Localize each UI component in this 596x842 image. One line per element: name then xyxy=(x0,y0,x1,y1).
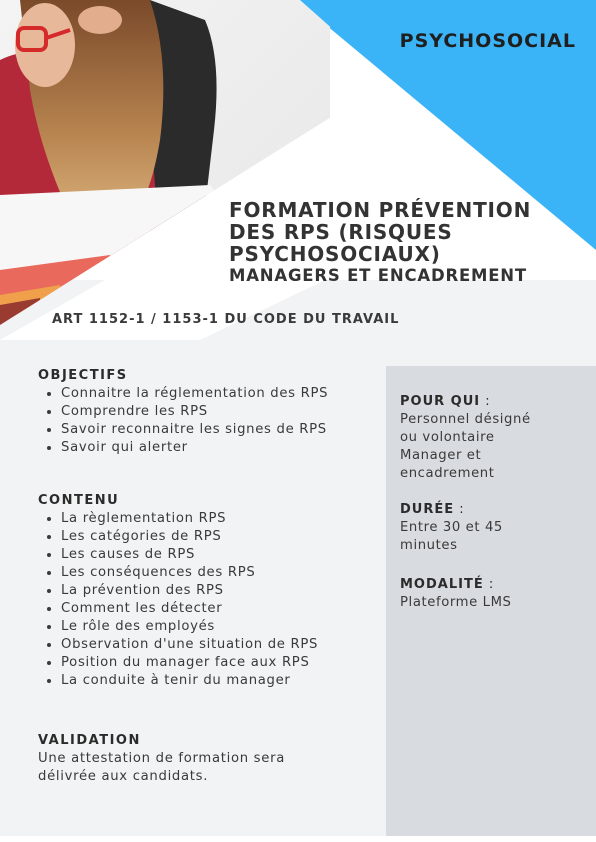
subtitle: MANAGERS ET ENCADREMENT xyxy=(229,266,527,285)
label-suffix: : xyxy=(483,577,495,592)
title-line: FORMATION PRÉVENTION xyxy=(229,198,532,222)
list-item: • Comprendre les RPS xyxy=(61,403,383,421)
duree-label xyxy=(400,501,585,519)
contenu-heading: CONTENU xyxy=(38,493,120,508)
info-value: Entre 30 et 45 xyxy=(400,520,503,535)
pour-qui-block xyxy=(400,393,585,483)
list-item: • Position du manager face aux RPS xyxy=(61,654,383,672)
title-line: DES RPS (RISQUES xyxy=(229,220,453,244)
info-value: Personnel désigné xyxy=(400,412,531,427)
list-item: • Connaitre la réglementation des RPS xyxy=(61,385,383,403)
info-value: Plateforme LMS xyxy=(400,595,512,610)
modalite-label xyxy=(400,576,585,594)
title-block xyxy=(229,199,589,286)
objectifs-heading: OBJECTIFS xyxy=(38,368,128,383)
info-value: encadrement xyxy=(400,466,495,481)
list-item: • Savoir reconnaitre les signes de RPS xyxy=(61,421,383,439)
list-item: • La conduite à tenir du manager xyxy=(61,672,383,690)
list-item: • Savoir qui alerter xyxy=(61,439,383,457)
contenu-list xyxy=(38,510,383,690)
pour-qui-label xyxy=(400,393,585,411)
validation-heading: VALIDATION xyxy=(38,733,141,748)
legal-reference: ART 1152-1 / 1153-1 DU CODE DU TRAVAIL xyxy=(52,312,400,327)
validation-text xyxy=(38,750,383,786)
list-item: • Le rôle des employés xyxy=(61,618,383,636)
info-value: Manager et xyxy=(400,448,482,463)
duree-block xyxy=(400,501,585,555)
objectifs-list xyxy=(38,385,383,457)
label-strong: DURÉE xyxy=(400,502,455,517)
validation-line: délivrée aux candidats. xyxy=(38,769,209,784)
objectifs-section xyxy=(38,367,383,457)
list-item: • Les conséquences des RPS xyxy=(61,564,383,582)
modalite-block xyxy=(400,576,585,612)
label-suffix: : xyxy=(454,502,465,517)
validation-section xyxy=(38,732,383,786)
list-item: • Observation d'une situation de RPS xyxy=(61,636,383,654)
list-item: • La prévention des RPS xyxy=(61,582,383,600)
label-strong: MODALITÉ xyxy=(400,577,484,592)
info-value: ou volontaire xyxy=(400,430,495,445)
label-strong: POUR QUI xyxy=(400,394,481,409)
list-item: • La règlementation RPS xyxy=(61,510,383,528)
contenu-section xyxy=(38,492,383,690)
info-value: minutes xyxy=(400,538,458,553)
validation-line: Une attestation de formation sera xyxy=(38,751,285,766)
list-item: • Les catégories de RPS xyxy=(61,528,383,546)
label-suffix: : xyxy=(480,394,491,409)
list-item: • Comment les détecter xyxy=(61,600,383,618)
list-item: • Les causes de RPS xyxy=(61,546,383,564)
title-line: PSYCHOSOCIAUX) xyxy=(229,242,441,266)
category-label: PSYCHOSOCIAL xyxy=(399,30,576,52)
